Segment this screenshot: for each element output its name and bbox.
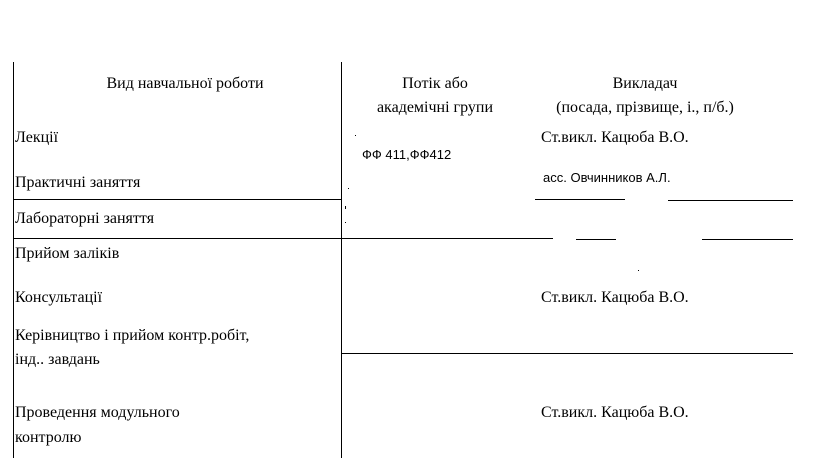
row-supervision-type-line2: інд.. завдань [15, 351, 100, 368]
row-divider-lab-right-a [576, 239, 616, 240]
row-credits-type: Прийом заліків [15, 245, 120, 262]
row-lab-type: Лабораторні заняття [15, 210, 155, 227]
row-module-control-teacher: Ст.викл. Кацюба В.О. [541, 404, 689, 421]
row-lectures-groups: ФФ 411,ФФ412 [362, 147, 452, 162]
row-practical-teacher: асс. Овчинников А.Л. [543, 170, 671, 185]
row-consultations-teacher: Ст.викл. Кацюба В.О. [541, 289, 689, 306]
scan-dot [355, 135, 356, 136]
row-divider-control [341, 353, 793, 354]
row-consultations-type: Консультації [15, 289, 103, 306]
scan-dot [348, 188, 349, 189]
row-module-control-type-line1: Проведення модульного [15, 404, 180, 421]
row-practical-type: Практичні заняття [15, 174, 141, 191]
scan-dot [638, 270, 639, 271]
header-groups-line2: академічні групи [376, 99, 494, 116]
row-lectures-teacher: Ст.викл. Кацюба В.О. [541, 129, 689, 146]
header-groups-line1: Потік або [402, 75, 468, 92]
column-divider [341, 62, 342, 458]
row-supervision-type-line1: Керівництво і прийом контр.робіт, [15, 327, 250, 344]
table-left-border [13, 62, 14, 458]
header-work-type: Вид навчальної роботи [106, 75, 264, 92]
row-divider-practical [13, 199, 341, 200]
row-divider-practical-right-b [668, 200, 793, 201]
header-teacher-line2: (посада, прізвище, і., п/б.) [556, 99, 734, 116]
row-divider-lab-right-b [702, 239, 793, 240]
header-teacher-line1: Викладач [612, 75, 678, 92]
row-module-control-type-line2: контролю [15, 429, 82, 446]
row-divider-practical-right-a [535, 199, 625, 200]
row-lectures-type: Лекції [15, 129, 59, 146]
scan-dot [345, 206, 346, 209]
row-divider-lab [13, 238, 553, 239]
scan-dot [345, 222, 346, 223]
